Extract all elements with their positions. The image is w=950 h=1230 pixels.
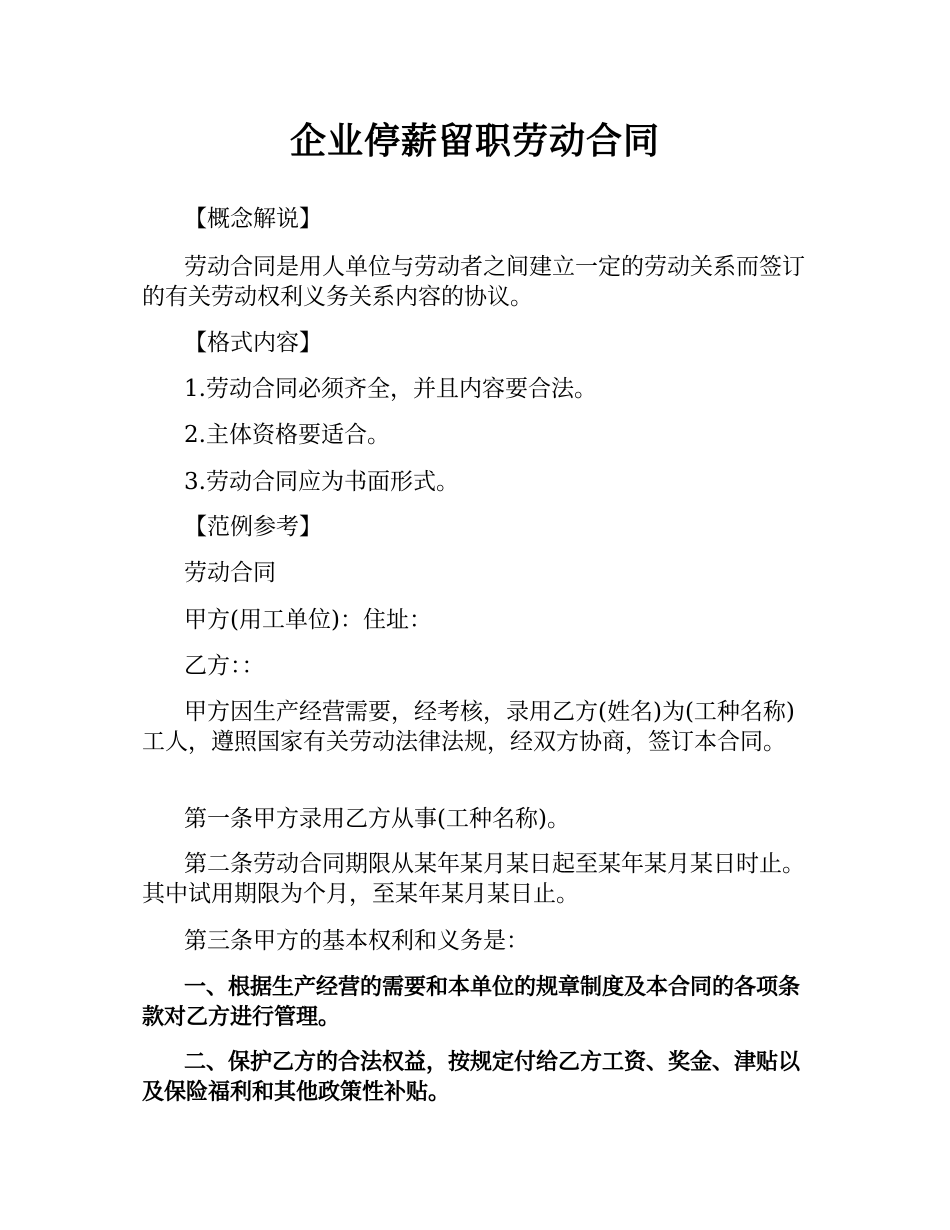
sample-contract-title: 劳动合同 xyxy=(184,560,276,586)
article-3-clause-1: 一、根据生产经营的需要和本单位的规章制度及本合同的各项条款对乙方进行管理。 xyxy=(142,975,801,1030)
article-1: 第一条甲方录用乙方从事(工种名称)。 xyxy=(184,806,570,832)
list-item-3: 3.劳动合同应为书面形式。 xyxy=(184,469,459,495)
article-3-clause-2: 二、保护乙方的合法权益，按规定付给乙方工资、奖金、津贴以及保险福利和其他政策性补贴。 xyxy=(142,1050,801,1105)
list-item-2: 2.主体资格要适合。 xyxy=(184,422,390,448)
section-heading-example: 【范例参考】 xyxy=(184,514,322,540)
list-item-1: 1.劳动合同必须齐全，并且内容要合法。 xyxy=(184,376,597,402)
section-heading-concept: 【概念解说】 xyxy=(184,206,322,232)
article-3: 第三条甲方的基本权利和义务是： xyxy=(184,928,529,954)
article-2: 第二条劳动合同期限从某年某月某日起至某年某月某日时止。其中试用期限为个月，至某年某月某日止。 xyxy=(142,851,805,907)
paragraph-definition: 劳动合同是用人单位与劳动者之间建立一定的劳动关系而签订的有关劳动权利义务关系内容的协议。 xyxy=(142,254,805,310)
party-b-line: 乙方：： xyxy=(184,653,265,679)
document-title: 企业停薪留职劳动合同 xyxy=(289,121,660,162)
paragraph-preamble: 甲方因生产经营需要，经考核，录用乙方(姓名)为(工种名称)工人，遵照国家有关劳动法律法规，经双方协商，签订本合同。 xyxy=(142,699,795,755)
section-heading-format: 【格式内容】 xyxy=(184,330,322,356)
party-a-line: 甲方(用工单位)：住址： xyxy=(184,607,432,633)
